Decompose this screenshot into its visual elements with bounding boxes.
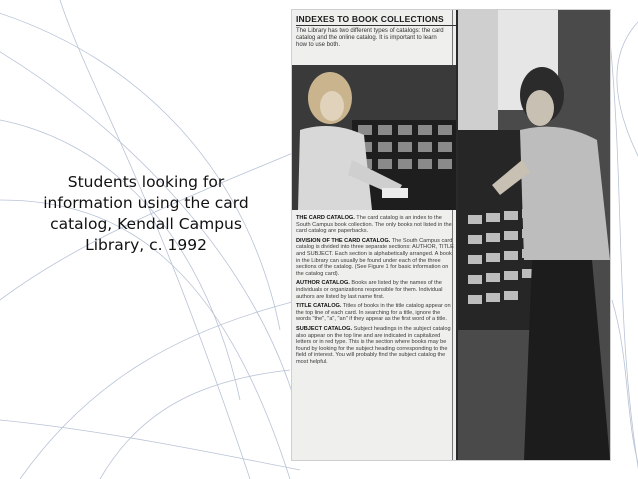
- caption-line: Library, c. 1992: [85, 236, 207, 254]
- section-body: Titles of books in the title catalog appear on the top line of each card. In searching for a title, ignore the words "the", "a", "an" if they appear as the first word of a title.: [296, 303, 451, 323]
- caption-line: catalog, Kendall Campus: [50, 215, 242, 233]
- section-heading: THE CARD CATALOG.: [296, 215, 355, 221]
- section-heading: AUTHOR CATALOG.: [296, 280, 350, 287]
- section-body: Books are listed by the names of the individuals or organizations responsible for them. Individual authors are listed by last name first.: [296, 280, 443, 300]
- section-heading: TITLE CATALOG.: [296, 303, 342, 310]
- section-body: Subject headings in the subject catalog also appear on the top line and are indicated in capitalized letters or in red type. This is the section where books may be found by looking for the subject heading corresponding to the field of interest. You will probably find the subject catalog the most helpful.: [296, 325, 451, 365]
- section-body: The card catalog is an index to the South Campus book collection. The only books not listed in the card catalog are paperbacks.: [296, 215, 452, 235]
- caption-line: information using the card: [43, 194, 249, 212]
- section-heading: DIVISION OF THE CARD CATALOG.: [296, 237, 391, 244]
- section-heading: SUBJECT CATALOG.: [296, 325, 353, 332]
- section-title: [296, 303, 456, 323]
- section-card-catalog: [296, 215, 456, 235]
- section-author: [296, 280, 456, 300]
- catalog-sections: [296, 215, 456, 368]
- document-intro: The Library has two different types of catalogs: the card catalog and the online catalog. It is important to learn how to use both.: [296, 28, 444, 48]
- section-body: The South Campus card catalog is divided into three separate sections: AUTHOR, TITLE and SUBJECT. Each section is alphabetically arranged. A book in the Library can usually be found under each of the three sections of the catalog. (See Figure 1 for basic information on the catalog card).: [296, 237, 454, 277]
- photo-caption: [28, 172, 264, 256]
- section-subject: [296, 326, 456, 366]
- caption-line: Students looking for: [67, 173, 225, 191]
- scanned-brochure-page: [292, 10, 610, 460]
- document-title: INDEXES TO BOOK COLLECTIONS: [296, 14, 456, 26]
- section-division: [296, 238, 456, 278]
